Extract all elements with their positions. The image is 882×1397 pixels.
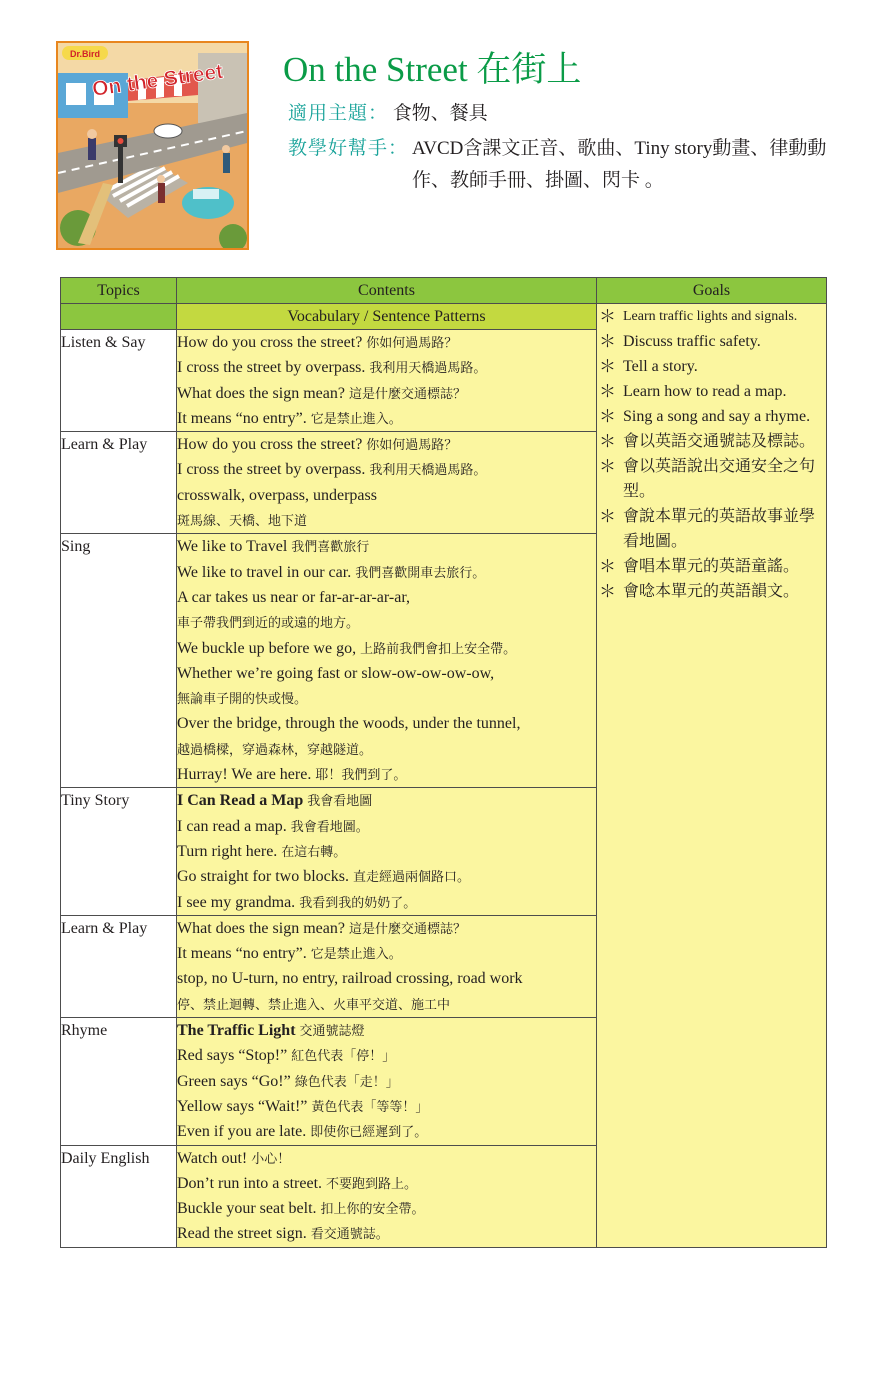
content-chinese: 我看到我的奶奶了。: [299, 894, 417, 910]
content-line: [177, 661, 596, 686]
content-line: [177, 686, 596, 711]
content-english: I can read a map.: [177, 817, 287, 835]
contents-cell: [177, 330, 597, 432]
content-chinese: 我會看地圖。: [290, 818, 369, 834]
publisher-badge: Dr.Bird: [69, 49, 101, 59]
content-english: Go straight for two blocks.: [177, 868, 349, 886]
content-chinese: 即使你已經遲到了。: [310, 1124, 428, 1140]
goal-text: 會唱本單元的英語童謠。: [623, 558, 800, 575]
content-english: Don’t run into a street.: [177, 1174, 323, 1192]
content-line: [177, 636, 596, 661]
contents-cell: [177, 915, 597, 1017]
content-english: Hurray! We are here.: [177, 766, 312, 784]
content-line: [177, 864, 596, 889]
content-chinese: 斑馬線、天橋、地下道: [177, 513, 308, 529]
content-chinese: 停、禁止迴轉、禁止進入、火車平交道、施工中: [177, 996, 451, 1012]
content-english: Green says “Go!”: [177, 1072, 291, 1090]
content-chinese: 我會看地圖: [307, 793, 373, 809]
content-chinese: 這是什麼交通標誌？: [348, 920, 466, 936]
contents-cell: [177, 432, 597, 534]
content-chinese: 綠色代表「走！」: [294, 1073, 399, 1089]
goal-item: [597, 429, 826, 454]
topic-cell: Listen & Say: [61, 330, 177, 432]
content-line: [177, 711, 596, 736]
content-chinese: 交通號誌燈: [299, 1023, 365, 1039]
content-english: Over the bridge, through the woods, under the tunnel,: [177, 715, 521, 733]
asterisk-bullet-icon: ＊: [599, 332, 616, 351]
content-line: [177, 1069, 596, 1094]
goal-text: 會說本單元的英語故事並學看地圖。: [623, 508, 816, 550]
book-cover-image: [56, 41, 249, 250]
topics-header-filler: [61, 304, 177, 330]
content-line: [177, 941, 596, 966]
content-chinese: 無論車子開的快或慢。: [177, 691, 308, 707]
theme-value: 食物、餐具: [392, 103, 488, 124]
header-contents: Contents: [177, 278, 597, 304]
content-line: [177, 508, 596, 533]
content-english: Yellow says “Wait!”: [177, 1097, 308, 1115]
content-line: [177, 1171, 596, 1196]
content-chinese: 你如何過馬路？: [366, 437, 458, 453]
content-chinese: 小心！: [251, 1150, 291, 1166]
content-line: [177, 966, 596, 991]
goal-text: 會唸本單元的英語韻文。: [623, 583, 800, 600]
content-english: Whether we’re going fast or slow-ow-ow-ow-ow,: [177, 664, 495, 682]
content-chinese: 扣上你的安全帶。: [320, 1201, 425, 1217]
curriculum-table: [60, 277, 827, 1248]
contents-cell: [177, 788, 597, 915]
teaching-aids-label: 教學好幫手：: [288, 138, 409, 159]
content-line: [177, 1043, 596, 1068]
content-english: Turn right here.: [177, 842, 278, 860]
goal-item: [597, 404, 826, 429]
topic-cell: Tiny Story: [61, 788, 177, 915]
asterisk-bullet-icon: ＊: [599, 507, 616, 526]
asterisk-bullet-icon: ＊: [599, 407, 616, 426]
content-chinese: 它是禁止進入。: [310, 410, 402, 426]
content-chinese: 不要跑到路上。: [326, 1175, 418, 1191]
page-title: On the Street 在街上: [283, 50, 582, 89]
content-english: Watch out!: [177, 1149, 248, 1167]
content-english: The Traffic Light: [177, 1022, 296, 1040]
header-goals: Goals: [597, 278, 827, 304]
content-chinese: 黃色代表「等等！」: [311, 1098, 429, 1114]
content-english: I cross the street by overpass.: [177, 359, 366, 377]
content-chinese: 我利用天橋過馬路。: [369, 360, 487, 376]
goal-item: [597, 579, 826, 604]
contents-cell: [177, 1145, 597, 1247]
content-chinese: 紅色代表「停！」: [291, 1048, 396, 1064]
content-english: How do you cross the street?: [177, 436, 363, 454]
content-line: [177, 534, 596, 559]
asterisk-bullet-icon: ＊: [599, 307, 616, 326]
content-english: I see my grandma.: [177, 893, 296, 911]
content-line: [177, 1196, 596, 1221]
content-line: [177, 406, 596, 431]
content-line: [177, 355, 596, 380]
goal-text: 會以英語說出交通安全之句型。: [623, 458, 816, 500]
content-chinese: 直走經過兩個路口。: [352, 869, 470, 885]
asterisk-bullet-icon: ＊: [599, 557, 616, 576]
goal-text: Learn how to read a map.: [623, 383, 787, 400]
asterisk-bullet-icon: ＊: [599, 582, 616, 601]
content-chinese: 車子帶我們到近的或遠的地方。: [177, 615, 360, 631]
topic-cell: Rhyme: [61, 1018, 177, 1145]
content-english: How do you cross the street?: [177, 334, 363, 351]
content-line: [177, 457, 596, 482]
asterisk-bullet-icon: ＊: [599, 382, 616, 401]
teaching-aids-value: AVCD含課文正音、歌曲、Tiny story動畫、律動動作、教師手冊、掛圖、閃卡 。: [412, 138, 827, 191]
content-line: [177, 1146, 596, 1171]
topic-cell: Daily English: [61, 1145, 177, 1247]
cover-title: On the Street: [90, 59, 225, 102]
goal-text: Discuss traffic safety.: [623, 333, 761, 350]
header-topics: Topics: [61, 278, 177, 304]
content-line: [177, 1119, 596, 1144]
theme-line: [288, 98, 488, 130]
content-english: We like to Travel: [177, 538, 288, 556]
content-line: [177, 1221, 596, 1246]
goal-text: 會以英語交通號誌及標誌。: [623, 433, 816, 450]
goal-item: [597, 554, 826, 579]
goal-item: [597, 329, 826, 354]
content-english: What does the sign mean?: [177, 384, 345, 402]
content-chinese: 你如何過馬路？: [366, 335, 458, 350]
content-line: [177, 916, 596, 941]
table-subheader-row: [61, 304, 827, 330]
goal-item: [597, 504, 826, 554]
content-english: We like to travel in our car.: [177, 563, 352, 581]
content-english: What does the sign mean?: [177, 919, 345, 937]
content-line: [177, 788, 596, 813]
content-line: [177, 330, 596, 355]
contents-cell: [177, 534, 597, 788]
content-line: [177, 432, 596, 457]
goal-item: [597, 354, 826, 379]
topic-cell: Learn & Play: [61, 915, 177, 1017]
goal-item: [597, 304, 826, 329]
topic-cell: Sing: [61, 534, 177, 788]
content-line: [177, 839, 596, 864]
goal-item: [597, 379, 826, 404]
theme-label: 適用主題：: [288, 103, 389, 124]
content-chinese: 我們喜歡旅行: [291, 539, 370, 555]
asterisk-bullet-icon: ＊: [599, 432, 616, 451]
content-chinese: 在這右轉。: [281, 843, 347, 859]
goal-item: [597, 454, 826, 504]
goals-cell: [597, 304, 827, 1248]
header-contents-sub: Vocabulary / Sentence Patterns: [177, 304, 597, 330]
content-chinese: 它是禁止進入。: [310, 946, 402, 962]
content-chinese: 我們喜歡開車去旅行。: [355, 564, 486, 580]
content-line: [177, 381, 596, 406]
content-chinese: 我利用天橋過馬路。: [369, 462, 487, 478]
asterisk-bullet-icon: ＊: [599, 357, 616, 376]
goal-text: Sing a song and say a rhyme.: [623, 408, 811, 425]
content-english: It means “no entry”.: [177, 409, 307, 427]
content-line: [177, 560, 596, 585]
content-english: A car takes us near or far-ar-ar-ar-ar,: [177, 588, 411, 606]
content-line: [177, 737, 596, 762]
content-line: [177, 992, 596, 1017]
content-line: [177, 610, 596, 635]
content-chinese: 越過橋樑，穿過森林，穿越隧道。: [177, 741, 373, 757]
content-chinese: 上路前我們會扣上安全帶。: [360, 640, 517, 656]
content-english: Red says “Stop!”: [177, 1047, 288, 1065]
content-chinese: 這是什麼交通標誌？: [348, 385, 466, 401]
content-english: Even if you are late.: [177, 1123, 307, 1141]
content-english: stop, no U-turn, no entry, railroad crossing, road work: [177, 970, 523, 988]
content-english: Read the street sign.: [177, 1225, 307, 1243]
content-line: [177, 762, 596, 787]
goal-text: Tell a story.: [623, 358, 698, 375]
content-line: [177, 814, 596, 839]
content-english: I Can Read a Map: [177, 792, 304, 810]
content-line: [177, 1094, 596, 1119]
content-line: [177, 1018, 596, 1043]
table-header-row: [61, 278, 827, 304]
topic-cell: Learn & Play: [61, 432, 177, 534]
goal-text: Learn traffic lights and signals.: [623, 309, 798, 324]
content-line: [177, 585, 596, 610]
content-chinese: 耶！我們到了。: [315, 767, 407, 783]
content-english: crosswalk, overpass, underpass: [177, 486, 377, 504]
content-english: I cross the street by overpass.: [177, 461, 366, 479]
content-english: It means “no entry”.: [177, 945, 307, 963]
content-english: Buckle your seat belt.: [177, 1200, 317, 1218]
content-line: [177, 890, 596, 915]
content-line: [177, 483, 596, 508]
content-chinese: 看交通號誌。: [310, 1226, 389, 1242]
content-english: We buckle up before we go,: [177, 639, 357, 657]
asterisk-bullet-icon: ＊: [599, 457, 616, 476]
contents-cell: [177, 1018, 597, 1145]
